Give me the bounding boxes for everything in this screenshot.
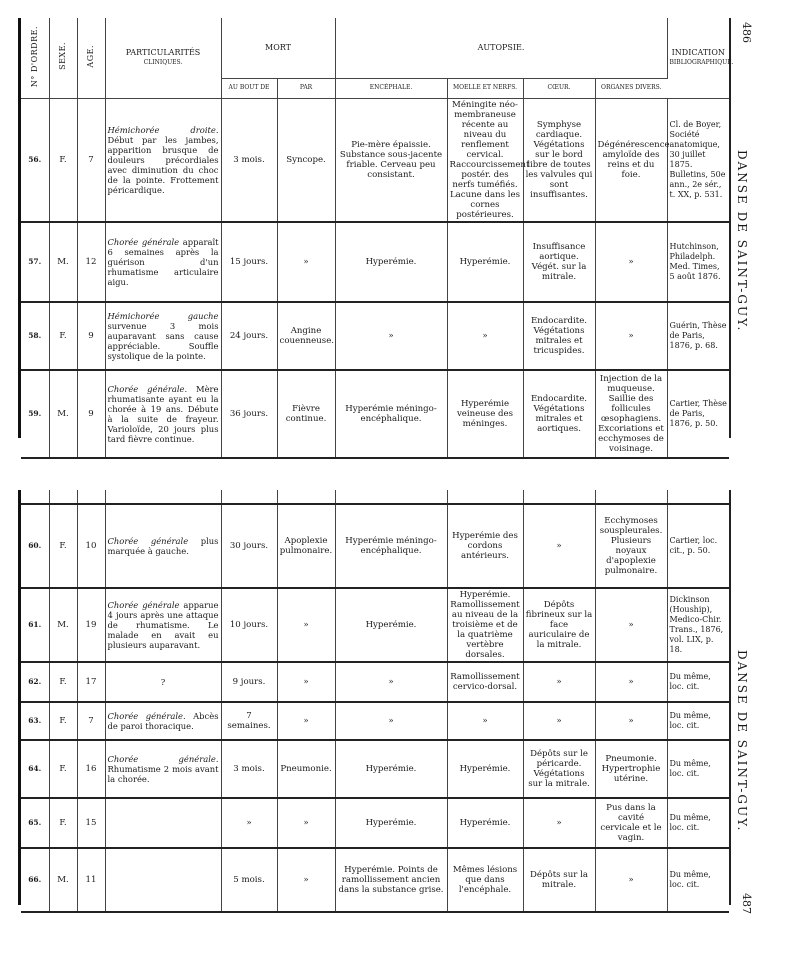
row-sexe: M.	[49, 222, 77, 302]
row-encephale: Hyperémie.	[335, 222, 447, 302]
clinical-type: Chorée générale.	[107, 383, 188, 394]
row-age: 7	[77, 702, 105, 740]
clinical-text: Mère rhumatisante ayant eu la chorée à 19 ans. Débute à la suite de frayeur. Varioloïde, 20 jours plus tard fièvre continue.	[107, 383, 219, 444]
row-bibliography: Du même, loc. cit.	[667, 848, 729, 912]
clinical-type: Chorée générale.	[107, 754, 219, 764]
row-bibliography: Du même, loc. cit.	[667, 740, 729, 798]
row-age: 9	[77, 370, 105, 458]
row-encephale: Hyperémie.	[335, 588, 447, 662]
row-moelle: Hyperémie. Ramollissement au niveau de la troisième et de la quatrième vertèbre dorsales.	[447, 588, 523, 662]
row-number: 59.	[21, 370, 49, 458]
row-cause: »	[277, 662, 335, 702]
clinical-text: plus marquée à gauche.	[107, 536, 219, 556]
row-organes: Pneumonie. Hypertrophie utérine.	[595, 740, 667, 798]
clinical-text: apparaît 6 semaines après la guérison d'un rhumatisme articulaire aigu.	[107, 236, 219, 287]
row-cause: Apoplexie pulmonaire.	[277, 504, 335, 588]
table-row	[21, 798, 729, 848]
row-clinical	[105, 588, 221, 662]
row-sexe: F.	[49, 740, 77, 798]
row-coeur: Endocardite. Végétations mitrales et aortiques.	[523, 370, 595, 458]
table-row	[21, 302, 729, 370]
table-body-bottom	[21, 504, 729, 912]
table-header	[21, 18, 729, 78]
row-bibliography: Cl. de Boyer, Société anatomique, 30 juillet 1875. Bulletins, 50e ann., 2e sér., t. XX, p. 531.	[667, 98, 729, 222]
header-moelle: MOELLE ET NERFS.	[447, 78, 523, 98]
row-sexe: M.	[49, 588, 77, 662]
row-number: 61.	[21, 588, 49, 662]
row-sexe: M.	[49, 848, 77, 912]
row-coeur: »	[523, 702, 595, 740]
row-organes: »	[595, 848, 667, 912]
row-moelle: Hyperémie.	[447, 740, 523, 798]
row-bibliography: Hutchinson, Philadelph. Med. Times, 5 août 1876.	[667, 222, 729, 302]
row-organes: Ecchymoses souspleurales. Plusieurs noyaux d'apoplexie pulmonaire.	[595, 504, 667, 588]
row-sexe: F.	[49, 702, 77, 740]
row-moelle: Hyperémie des cordons antérieurs.	[447, 504, 523, 588]
clinical-type: Chorée générale.	[107, 711, 186, 721]
running-title-bottom: DANSE DE SAINT-GUY.	[735, 650, 749, 833]
row-clinical	[105, 848, 221, 912]
row-sexe: M.	[49, 370, 77, 458]
clinical-text: Début par les jambes, apparition brusque de douleurs précordiales avec diminution du choc de la pointe. Frottement péricardique.	[107, 134, 219, 195]
row-cause: »	[277, 222, 335, 302]
clinical-table-bottom	[21, 490, 729, 913]
row-number: 62.	[21, 662, 49, 702]
row-sexe: F.	[49, 302, 77, 370]
clinical-text: survenue 3 mois auparavant sans cause appréciable. Souffle systolique de la pointe.	[107, 320, 219, 361]
header-coeur: CŒUR.	[523, 78, 595, 98]
table-row	[21, 848, 729, 912]
row-cause: »	[277, 702, 335, 740]
row-duration: 15 jours.	[221, 222, 277, 302]
row-organes: »	[595, 588, 667, 662]
row-age: 10	[77, 504, 105, 588]
row-coeur: »	[523, 798, 595, 848]
row-clinical	[105, 98, 221, 222]
row-cause: Pneumonie.	[277, 740, 335, 798]
row-number: 56.	[21, 98, 49, 222]
clinical-text: Abcès de paroi thoracique.	[107, 711, 219, 731]
row-clinical	[105, 702, 221, 740]
row-sexe: F.	[49, 98, 77, 222]
table-row	[21, 740, 729, 798]
row-duration: 30 jours.	[221, 504, 277, 588]
row-clinical	[105, 798, 221, 848]
row-duration: 3 mois.	[221, 740, 277, 798]
row-age: 12	[77, 222, 105, 302]
row-age: 19	[77, 588, 105, 662]
page-number-top: 486	[740, 22, 753, 43]
row-coeur: Symphyse cardiaque. Végétations sur le bord libre de toutes les valvules qui sont insuffisantes.	[523, 98, 595, 222]
clinical-type: Chorée générale	[107, 600, 180, 610]
header-encephale: ENCÉPHALE.	[335, 78, 447, 98]
row-moelle: Hyperémie veineuse des méninges.	[447, 370, 523, 458]
row-age: 17	[77, 662, 105, 702]
row-duration: 10 jours.	[221, 588, 277, 662]
header-par: PAR	[277, 78, 335, 98]
clinical-text: Rhumatisme 2 mois avant la chorée.	[107, 764, 219, 784]
row-encephale: Hyperémie méningo-encéphalique.	[335, 370, 447, 458]
header-age: AGE.	[77, 18, 105, 98]
header-ordre: N° D'ORDRE.	[21, 18, 49, 98]
row-coeur: Endocardite. Végétations mitrales et tricuspides.	[523, 302, 595, 370]
header-sexe: SEXE.	[49, 18, 77, 98]
row-encephale: »	[335, 302, 447, 370]
table-row	[21, 662, 729, 702]
row-number: 65.	[21, 798, 49, 848]
row-clinical	[105, 504, 221, 588]
clinical-type: Hémichorée gauche	[107, 310, 219, 321]
row-encephale: Hyperémie.	[335, 798, 447, 848]
header-autopsie: AUTOPSIE.	[335, 18, 667, 78]
table-row	[21, 702, 729, 740]
row-clinical	[105, 740, 221, 798]
row-moelle: Ramollissement cervico-dorsal.	[447, 662, 523, 702]
running-title-top: DANSE DE SAINT-GUY.	[735, 150, 749, 333]
row-number: 57.	[21, 222, 49, 302]
row-bibliography: Cartier, Thèse de Paris, 1876, p. 50.	[667, 370, 729, 458]
row-bibliography: Du même, loc. cit.	[667, 662, 729, 702]
row-bibliography: Dickinson (Houship), Medico-Chir. Trans., 1876, vol. LIX, p. 18.	[667, 588, 729, 662]
row-age: 7	[77, 98, 105, 222]
table-row	[21, 222, 729, 302]
row-organes: »	[595, 222, 667, 302]
table-row	[21, 98, 729, 222]
clinical-type: Hémichorée droite.	[107, 124, 219, 135]
clinical-type: Chorée générale	[107, 236, 180, 247]
row-age: 9	[77, 302, 105, 370]
row-moelle: Mêmes lésions que dans l'encéphale.	[447, 848, 523, 912]
row-organes: Dégénérescence amyloïde des reins et du foie.	[595, 98, 667, 222]
row-age: 16	[77, 740, 105, 798]
clinical-text: ?	[160, 677, 166, 687]
row-number: 63.	[21, 702, 49, 740]
header-organes: ORGANES DIVERS.	[595, 78, 667, 98]
row-sexe: F.	[49, 662, 77, 702]
row-duration: 5 mois.	[221, 848, 277, 912]
row-coeur: Dépôts sur la mitrale.	[523, 848, 595, 912]
table-row	[21, 504, 729, 588]
row-encephale: Hyperémie.	[335, 740, 447, 798]
clinical-text: apparue 4 jours après une attaque de rhumatisme. Le malade en avait eu plusieurs auparavant.	[107, 600, 219, 650]
table-body-top	[21, 98, 729, 458]
table-row	[21, 370, 729, 458]
row-encephale: Pie-mère épaissie. Substance sous-jacente friable. Cerveau peu consistant.	[335, 98, 447, 222]
row-clinical	[105, 302, 221, 370]
row-moelle: »	[447, 702, 523, 740]
row-organes: »	[595, 302, 667, 370]
row-organes: »	[595, 662, 667, 702]
page-487-table	[18, 490, 731, 905]
row-cause: Fièvre continue.	[277, 370, 335, 458]
row-duration: 9 jours.	[221, 662, 277, 702]
row-bibliography: Guérin, Thèse de Paris, 1876, p. 68.	[667, 302, 729, 370]
row-coeur: »	[523, 504, 595, 588]
row-encephale: »	[335, 662, 447, 702]
row-sexe: F.	[49, 798, 77, 848]
row-number: 64.	[21, 740, 49, 798]
row-number: 58.	[21, 302, 49, 370]
row-organes: »	[595, 702, 667, 740]
row-number: 60.	[21, 504, 49, 588]
row-coeur: Dépôts fibrineux sur la face auriculaire de la mitrale.	[523, 588, 595, 662]
row-age: 11	[77, 848, 105, 912]
row-coeur: »	[523, 662, 595, 702]
row-duration: »	[221, 798, 277, 848]
clinical-table-top	[21, 18, 734, 459]
clinical-type: Chorée générale	[107, 536, 189, 546]
row-duration: 36 jours.	[221, 370, 277, 458]
row-coeur: Dépôts sur le péricarde. Végétations sur la mitrale.	[523, 740, 595, 798]
row-clinical	[105, 370, 221, 458]
header-indication: INDICATION BIBLIOGRAPHIQUE.	[667, 18, 729, 98]
header-mort: MORT	[221, 18, 335, 78]
row-cause: Angine couenneuse.	[277, 302, 335, 370]
row-sexe: F.	[49, 504, 77, 588]
row-cause: »	[277, 848, 335, 912]
row-cause: Syncope.	[277, 98, 335, 222]
row-moelle: Hyperémie.	[447, 222, 523, 302]
row-bibliography: Du même, loc. cit.	[667, 702, 729, 740]
header-particularites: PARTICULARITÉS CLINIQUES.	[105, 18, 221, 98]
page-486-table	[18, 18, 734, 454]
row-duration: 24 jours.	[221, 302, 277, 370]
table-row	[21, 588, 729, 662]
row-encephale: Hyperémie. Points de ramollissement ancien dans la substance grise.	[335, 848, 447, 912]
row-bibliography: Cartier, loc. cit., p. 50.	[667, 504, 729, 588]
header-au-bout-de: AU BOUT DE	[221, 78, 277, 98]
row-clinical	[105, 222, 221, 302]
row-age: 15	[77, 798, 105, 848]
row-encephale: Hyperémie méningo-encéphalique.	[335, 504, 447, 588]
row-duration: 3 mois.	[221, 98, 277, 222]
row-moelle: Hyperémie.	[447, 798, 523, 848]
row-cause: »	[277, 588, 335, 662]
row-encephale: »	[335, 702, 447, 740]
row-moelle: »	[447, 302, 523, 370]
row-coeur: Insuffisance aortique. Végét. sur la mitrale.	[523, 222, 595, 302]
row-bibliography: Du même, loc. cit.	[667, 798, 729, 848]
row-clinical	[105, 662, 221, 702]
row-number: 66.	[21, 848, 49, 912]
row-organes: Pus dans la cavité cervicale et le vagin.	[595, 798, 667, 848]
page-number-bottom: 487	[740, 893, 753, 914]
row-cause: »	[277, 798, 335, 848]
row-duration: 7 semaines.	[221, 702, 277, 740]
row-organes: Injection de la muqueuse. Saillie des follicules œsophagiens. Excoriations et ecchymoses de voisinage.	[595, 370, 667, 458]
row-moelle: Méningite néo-membraneuse récente au niveau du renflement cervical. Raccourcissement postér. des nerfs tuméfiés. Lacune dans les cornes postérieures.	[447, 98, 523, 222]
